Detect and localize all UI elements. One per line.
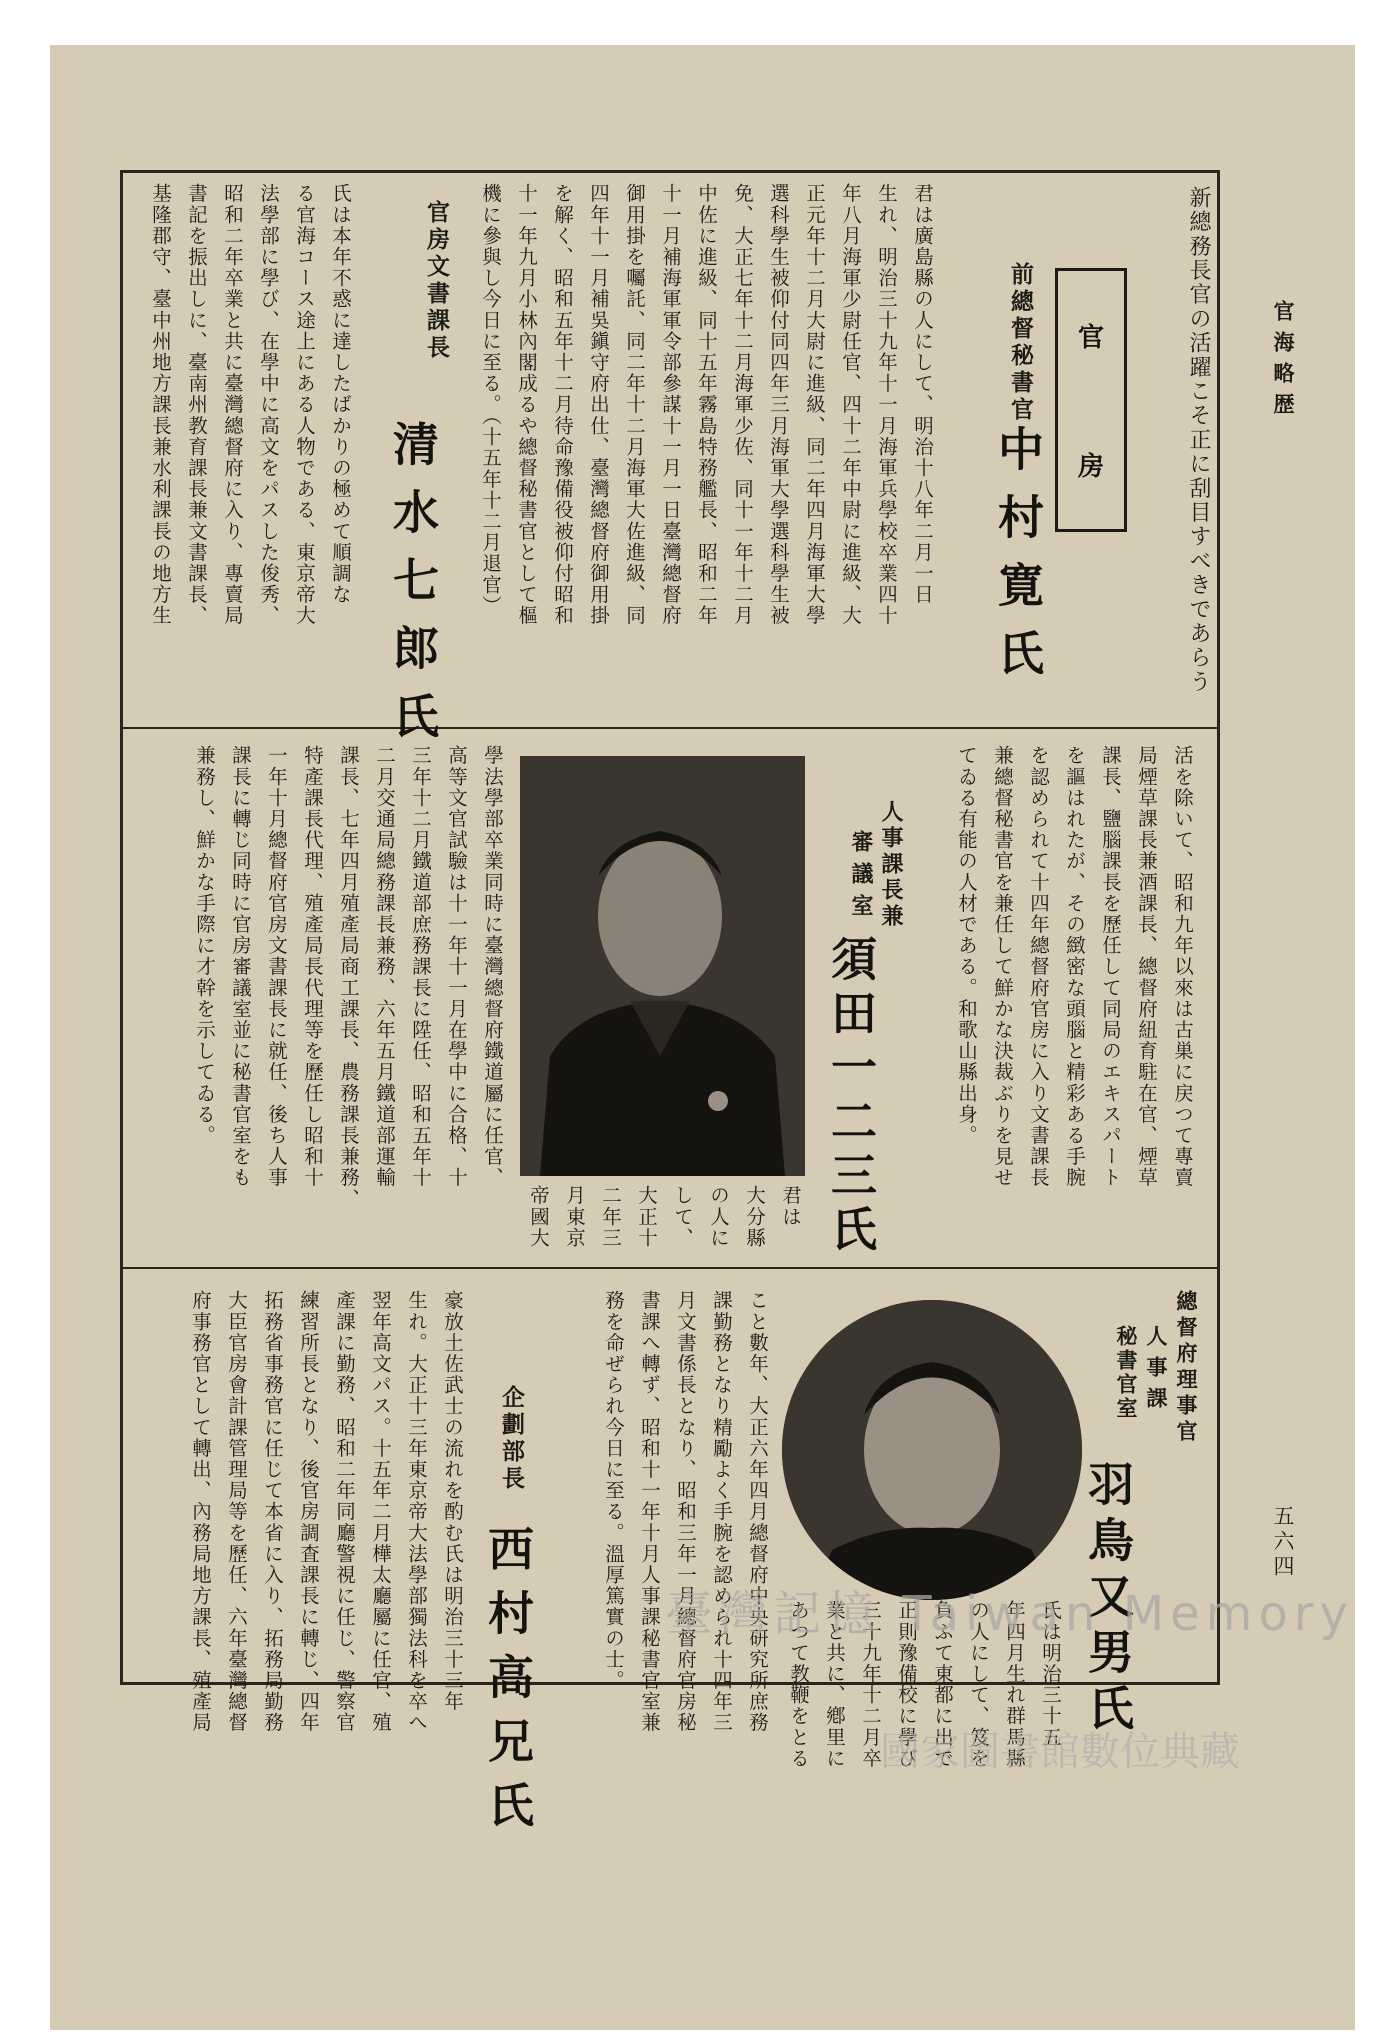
library-watermark: 臺灣記憶 Taiwan Memory [665,1586,1354,1642]
library-watermark-subtitle: 國家圖書館數位典藏 [880,1729,1240,1775]
hatori-title-1: 總督府理事官 [1174,1290,1199,1446]
section-divider-top [120,727,1220,729]
nakamura-name: 中村寛氏 [991,425,1045,697]
hatori-portrait-photo [782,1300,1082,1600]
suda-title-2: 審議室 [848,830,874,926]
nakamura-title: 前總督秘書官 [1007,262,1034,424]
suda-name: 須田一二三氏 [824,935,878,1259]
shimizu-bio-continued: 活を除いて、昭和九年以來は古巣に戻つて專賣 局煙草課長兼酒課長、總督府紐育駐在官、煙草 課長、鹽腦課長を歷任して同局のエキスパート を謳はれたが、その緻密な頭腦と精彩ある手腕 を認められて十四年總督府官房に入り文書課長 兼總督秘書官を兼任して鮮かな決裁ぶりを見せ てゐる有能の人材である。和歌山縣出身。 [955,745,1194,1189]
suda-title-1: 人事課長兼 [878,800,904,930]
hatori-bio: こと數年、大正六年四月總督府中央研究所庶務 課勤務となり精勵よく手腕を認められ十四年三 月文書係長となり、昭和三年一月總督府官房秘 書課へ轉ず、昭和十一年十月人事課秘書官室兼 務を命ぜられ今日に至る。溫厚篤實の士。 [602,1290,769,1734]
shimizu-title: 官房文書課長 [423,200,450,362]
page-number: 五六四 [1271,1505,1295,1580]
suda-bio: 學法學部卒業同時に臺灣總督府鐵道屬に任官、 高等文官試驗は十一年十一月在學中に合格、十 三年十二月鐵道部庶務課長に陞任、昭和五年十 二月交通局總務課長兼務、六年五月鐵道部運輸 課長、七年四月殖產局商工課長、農務課長兼務、 特產課長代理、殖產局長代理等を歷任し昭和十 一年十月總督府官房文書課長に就任、後ち人事 課長に轉じ同時に官房審議室並に秘書官室をも 兼務し、鮮かな手際に才幹を示してゐる。 [193,745,504,1210]
portrait-image [520,756,805,1176]
shimizu-name: 清水七郎氏 [386,420,440,760]
nishimura-bio: 豪放土佐武士の流れを酌む氏は明治三十三年 生れ。大正十三年東京帝大法學部獨法科を卒へ 翌年高文パス。十五年二月樺太廳屬に任官、殖 產課に勤務、昭和二年同廳警視に任じ、警察官 練習所長となり、後官房調査課長に轉じ、四年 拓務省事務官に任じて本省に入り、拓務局勤務 大臣官房會計課管理局等を歷任、六年臺灣總督 府事務官として轉出、內務局地方課長、殖產局 [189,1290,464,1734]
hatori-title-3: 秘書官室 [1114,1325,1139,1421]
suda-bio-lead-lines: 君は 大分縣 の人に して、 大正十 二年三 月東京 帝國大 [527,1185,802,1249]
hatori-name: 羽鳥又男氏 [1081,1460,1135,1740]
section-label-char: 官 [1077,323,1104,353]
section-label-char: 房 [1077,452,1104,482]
hatori-title-2: 人事課 [1144,1325,1169,1418]
hatori-bio-lead-lines: 氏は明治三十五 年四月生れ群馬縣 の人にして、笈を 負ふて東都に出で 正則豫備校に學び 三十九年十二月卒 業と共に、鄕里に あつて教鞭をとる [787,1600,1062,1769]
nishimura-name: 西村高兄氏 [481,1525,535,1845]
nakamura-bio: 君は廣島縣の人にして、明治十八年二月一日 生れ、明治三十九年十一月海軍兵學校卒業四十 年八月海軍少尉任官、四十二年中尉に進級、大 正元年十二月大尉に進級、同二年四月海軍大學 選科學生被仰付同四年三月海軍大學選科學生被 免、大正七年十二月海軍少佐、同十一年十二月 中佐に進級、同十五年霧島特務艦長、昭和二年 十一月補海軍軍令部參謀十一月一日臺灣總督府 御用掛を囑託、同二年十二月海軍大佐進級、同 四年十一月補吳鎭守府出仕、臺灣總督府御用掛 を解く、昭和五年十二月待命豫備役被仰付昭和 十一年九月小林內閣成るや總督秘書官として樞 機に參與し今日に至る。（十五年十二月退官） [479,183,934,627]
suda-portrait-photo [520,756,805,1176]
shimizu-bio: 氏は本年不惑に達したばかりの極めて順調な る官海コース途上にある人物である、東京帝大 法學部に學び、在學中に高文をパスした俊秀、 昭和二年卒業と共に臺灣總督府に入り、專賣局 書記を振出しに、臺南州教育課長兼文書課長、 基隆郡守、臺中州地方課長兼水利課長の地方生 [149,183,352,627]
header-line: 新總務長官の活躍こそ正に刮目すべきであらう [1186,186,1211,695]
running-head: 官海略歴 [1271,300,1296,424]
section-label-box [1055,268,1127,532]
portrait-image [782,1300,1082,1600]
section-divider-bottom [120,1267,1220,1269]
nishimura-title: 企劃部長 [498,1385,525,1493]
